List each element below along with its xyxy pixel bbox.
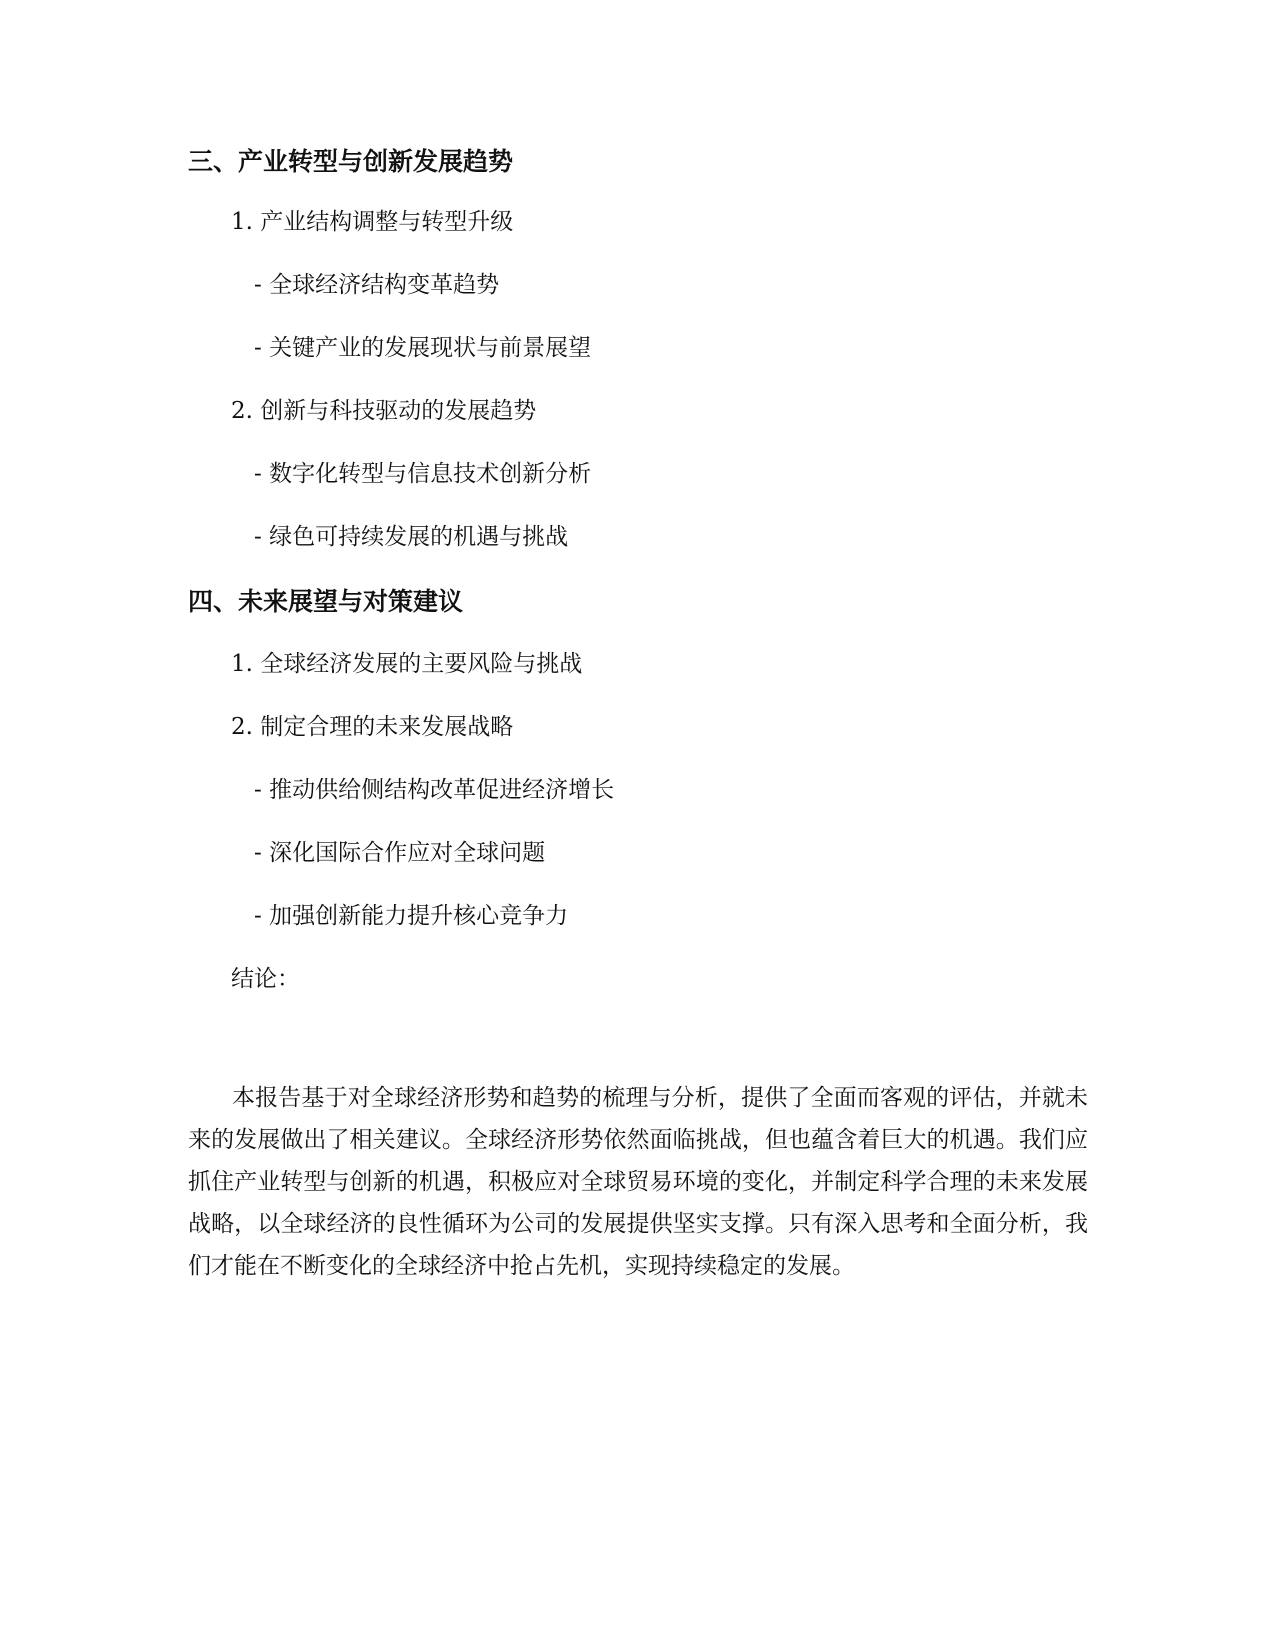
section-3-item-2: 2. 创新与科技驱动的发展趋势 [231, 398, 537, 424]
section-4-item-2: 2. 制定合理的未来发展战略 [231, 714, 514, 740]
section-4-item-1: 1. 全球经济发展的主要风险与挑战 [231, 651, 583, 677]
section-4-item-2-sub-1: - 推动供给侧结构改革促进经济增长 [254, 777, 615, 803]
section-4-item-2-sub-3: - 加强创新能力提升核心竞争力 [254, 903, 569, 929]
section-3-item-2-sub-1: - 数字化转型与信息技术创新分析 [254, 461, 592, 487]
section-3-item-1: 1. 产业结构调整与转型升级 [231, 209, 514, 235]
conclusion-label: 结论： [231, 966, 300, 992]
section-3-item-1-sub-1: - 全球经济结构变革趋势 [254, 272, 500, 298]
section-3-heading: 三、产业转型与创新发展趋势 [188, 147, 514, 176]
conclusion-paragraph: 本报告基于对全球经济形势和趋势的梳理与分析，提供了全面而客观的评估，并就未来的发展做出了相关建议。全球经济形势依然面临挑战，但也蕴含着巨大的机遇。我们应抓住产业转型与创新的机遇，积极应对全球贸易环境的变化，并制定科学合理的未来发展战略，以全球经济的良性循环为公司的发展提供坚实支撑。只有深入思考和全面分析，我们才能在不断变化的全球经济中抢占先机，实现持续稳定的发展。 [188, 1085, 1088, 1279]
section-3-item-1-sub-2: - 关键产业的发展现状与前景展望 [254, 335, 592, 361]
section-3-item-2-sub-2: - 绿色可持续发展的机遇与挑战 [254, 524, 569, 550]
section-4-item-2-sub-2: - 深化国际合作应对全球问题 [254, 840, 546, 866]
section-4-heading: 四、未来展望与对策建议 [188, 587, 464, 616]
